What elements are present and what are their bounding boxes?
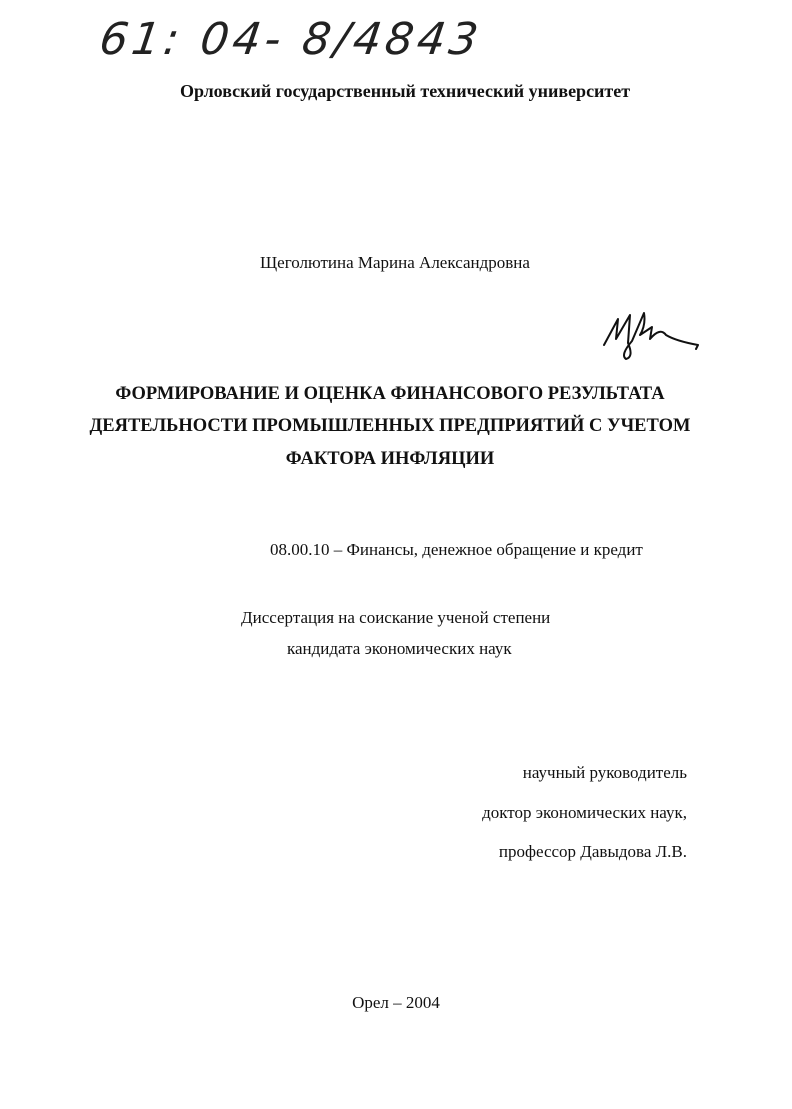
- supervisor-name: профессор Давыдова Л.В.: [498, 842, 687, 861]
- dissertation-line-1: Диссертация на соискание ученой степени: [241, 608, 551, 627]
- dissertation-line-2: кандидата экономических наук: [287, 639, 512, 658]
- author-name: Щеголютина Марина Александровна: [260, 253, 530, 272]
- handwritten-catalog-number: 61: 04- 8/4843: [96, 14, 486, 65]
- specialty-code: 08.00.10 – Финансы, денежное обращение и кредит: [270, 540, 643, 559]
- supervisor-label: научный руководитель: [522, 763, 687, 782]
- city-year: Орел – 2004: [352, 993, 440, 1012]
- university-name: Орловский государственный технический университет: [180, 81, 631, 101]
- thesis-title-line-2: ДЕЯТЕЛЬНОСТИ ПРОМЫШЛЕННЫХ ПРЕДПРИЯТИЙ С УЧЕТОМ: [89, 416, 691, 436]
- supervisor-degree: доктор экономических наук,: [482, 803, 687, 822]
- thesis-title-line-3: ФАКТОРА ИНФЛЯЦИИ: [285, 449, 495, 469]
- signature-image: [600, 305, 710, 365]
- thesis-title-line-1: ФОРМИРОВАНИЕ И ОЦЕНКА ФИНАНСОВОГО РЕЗУЛЬТАТА: [115, 384, 665, 404]
